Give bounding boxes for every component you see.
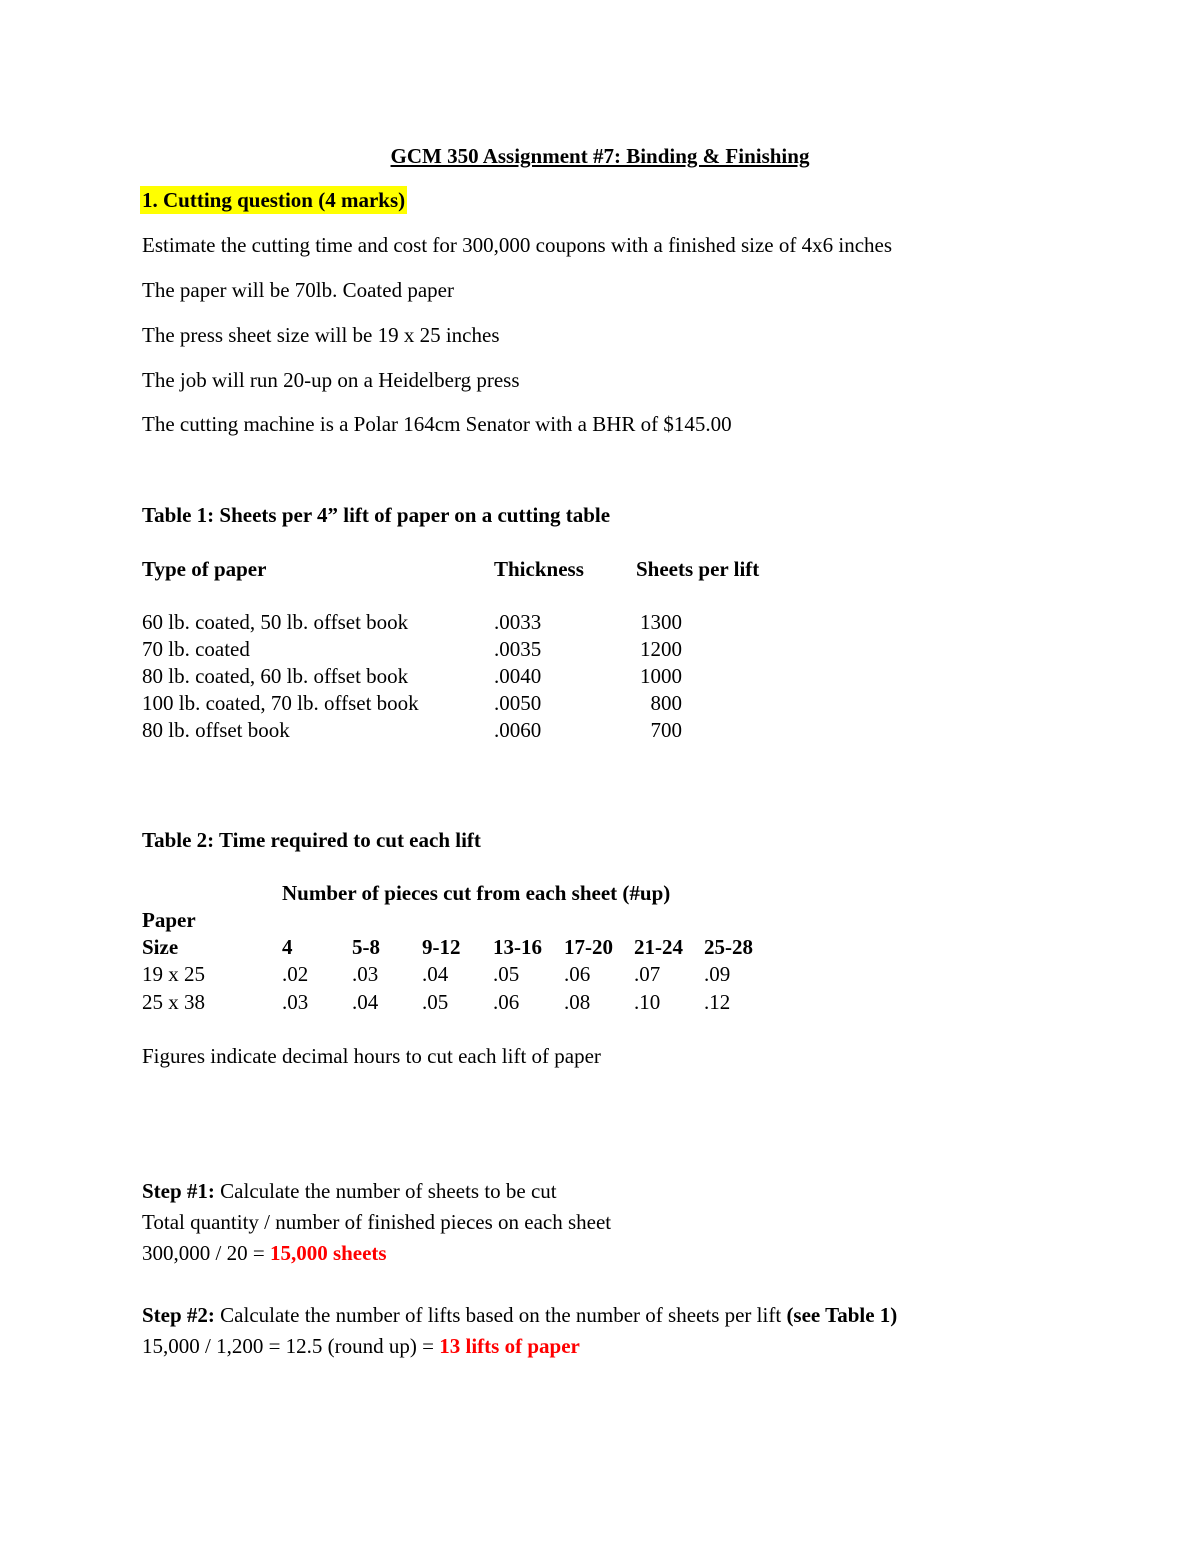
- step1-line2: Total quantity / number of finished pieces on each sheet: [142, 1210, 612, 1234]
- table1-value: 1300: [640, 610, 682, 634]
- problem-line: Estimate the cutting time and cost for 300,000 coupons with a finished size of 4x6 inches: [142, 233, 893, 257]
- table2-cell: .07: [634, 962, 661, 986]
- table2-cell: .05: [493, 962, 520, 986]
- table2-col-header: 25-28: [704, 935, 753, 959]
- highlighted-heading: 1. Cutting question (4 marks): [142, 188, 406, 212]
- table1-value: 1200: [640, 637, 682, 661]
- table2-cell: .09: [704, 962, 731, 986]
- table2-row-header: Size: [142, 935, 179, 959]
- step2-calc-line: [142, 1336, 580, 1357]
- table1-header-thickness: Thickness: [494, 557, 584, 581]
- step2-text: Calculate the number of lifts based on the number of sheets per lift: [214, 1303, 787, 1327]
- table1-cell: [636, 639, 682, 660]
- table2-group-header: Number of pieces cut from each sheet (#up): [282, 881, 671, 905]
- table1-header-sheets: Sheets per lift: [636, 557, 760, 581]
- section-heading: [140, 190, 407, 211]
- table2-note: Figures indicate decimal hours to cut each lift of paper: [142, 1044, 601, 1068]
- table2-cell: .04: [352, 990, 379, 1014]
- table1-cell: 100 lb. coated, 70 lb. offset book: [142, 691, 419, 715]
- table2-row-header: Paper: [142, 908, 196, 932]
- step1-answer: 15,000 sheets: [269, 1241, 387, 1265]
- table2-cell: 25 x 38: [142, 990, 205, 1014]
- table1-cell: [636, 666, 682, 687]
- table1-cell: .0060: [494, 718, 542, 742]
- table1-caption: Table 1: Sheets per 4” lift of paper on a cutting table: [142, 503, 611, 527]
- problem-line: The job will run 20-up on a Heidelberg press: [142, 368, 520, 392]
- table1-cell: [636, 720, 682, 741]
- step2-answer: 13 lifts of paper: [439, 1334, 580, 1358]
- table2-cell: 19 x 25: [142, 962, 205, 986]
- table2-cell: .12: [704, 990, 731, 1014]
- step2-calc: 15,000 / 1,200 = 12.5 (round up) =: [142, 1334, 440, 1358]
- table2-col-header: 13-16: [493, 935, 542, 959]
- table2-cell: .06: [493, 990, 520, 1014]
- table2-cell: .08: [564, 990, 591, 1014]
- step1-calc-line: [142, 1243, 387, 1264]
- table2-col-header: 4: [282, 935, 293, 959]
- table1-cell: .0033: [494, 610, 542, 634]
- problem-line: The cutting machine is a Polar 164cm Senator with a BHR of $145.00: [142, 412, 732, 436]
- document-title: GCM 350 Assignment #7: Binding & Finishing: [390, 144, 810, 168]
- table1-cell: 80 lb. offset book: [142, 718, 290, 742]
- step2-line: [142, 1305, 897, 1326]
- step1-label: Step #1:: [142, 1179, 215, 1203]
- table2-cell: .03: [282, 990, 309, 1014]
- problem-line: The press sheet size will be 19 x 25 inches: [142, 323, 500, 347]
- table1-cell: 80 lb. coated, 60 lb. offset book: [142, 664, 409, 688]
- step1-line: [142, 1181, 557, 1202]
- table1-cell: .0050: [494, 691, 542, 715]
- step1-text: Calculate the number of sheets to be cut: [214, 1179, 557, 1203]
- table2-cell: .04: [422, 962, 449, 986]
- table2-cell: .06: [564, 962, 591, 986]
- table2-col-header: 9-12: [422, 935, 461, 959]
- table1-cell: 60 lb. coated, 50 lb. offset book: [142, 610, 409, 634]
- table1-cell: 70 lb. coated: [142, 637, 250, 661]
- step2-label: Step #2:: [142, 1303, 215, 1327]
- table1-header-type: Type of paper: [142, 557, 267, 581]
- table2-cell: .02: [282, 962, 309, 986]
- table1-cell: [636, 693, 682, 714]
- table1-cell: .0040: [494, 664, 542, 688]
- table2-cell: .10: [634, 990, 661, 1014]
- table1-value: 800: [650, 691, 682, 715]
- step2-ref: (see Table 1): [786, 1303, 898, 1327]
- table2-col-header: 5-8: [352, 935, 380, 959]
- table1-cell: [636, 612, 682, 633]
- table1-cell: .0035: [494, 637, 542, 661]
- table2-cell: .03: [352, 962, 379, 986]
- table1-value: 1000: [640, 664, 682, 688]
- problem-line: The paper will be 70lb. Coated paper: [142, 278, 454, 302]
- table1-value: 700: [650, 718, 682, 742]
- table2-col-header: 17-20: [564, 935, 613, 959]
- step1-calc: 300,000 / 20 =: [142, 1241, 270, 1265]
- table2-caption: Table 2: Time required to cut each lift: [142, 828, 481, 852]
- table2-cell: .05: [422, 990, 449, 1014]
- table2-col-header: 21-24: [634, 935, 683, 959]
